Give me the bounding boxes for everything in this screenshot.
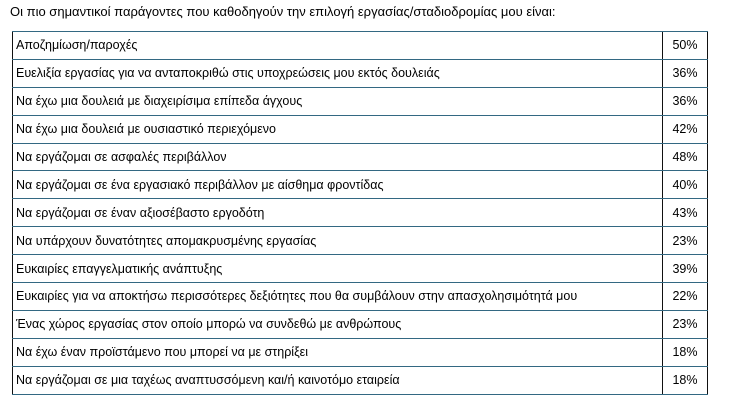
factor-label: Να έχω μια δουλειά με ουσιαστικό περιεχόμενο — [13, 115, 663, 143]
page-title: Οι πιο σημαντικοί παράγοντες που καθοδηγούν την επιλογή εργασίας/σταδιοδρομίας μου είναι: — [10, 4, 556, 19]
factor-value: 22% — [663, 283, 708, 311]
table-row — [13, 338, 708, 366]
factor-value: 23% — [663, 310, 708, 338]
factor-value: 18% — [663, 338, 708, 366]
factor-value: 18% — [663, 366, 708, 394]
factor-value: 40% — [663, 171, 708, 199]
factor-value: 42% — [663, 115, 708, 143]
factor-label: Αποζημίωση/παροχές — [13, 32, 663, 60]
table-row — [13, 115, 708, 143]
factor-label: Να εργάζομαι σε ένα εργασιακό περιβάλλον με αίσθημα φροντίδας — [13, 171, 663, 199]
factor-label: Να έχω μια δουλειά με διαχειρίσιμα επίπεδα άγχους — [13, 87, 663, 115]
factor-value: 48% — [663, 143, 708, 171]
factor-label: Να υπάρχουν δυνατότητες απομακρυσμένης εργασίας — [13, 227, 663, 255]
factors-table-body — [13, 32, 708, 395]
factors-table — [12, 31, 708, 395]
table-row — [13, 283, 708, 311]
table-row — [13, 32, 708, 60]
factor-label: Να εργάζομαι σε ασφαλές περιβάλλον — [13, 143, 663, 171]
factor-value: 36% — [663, 59, 708, 87]
table-row — [13, 59, 708, 87]
factor-label: Ευκαιρίες επαγγελματικής ανάπτυξης — [13, 255, 663, 283]
table-row — [13, 366, 708, 394]
factor-label: Να έχω έναν προϊστάμενο που μπορεί να με στηρίξει — [13, 338, 663, 366]
table-row — [13, 87, 708, 115]
factor-label: Ευελιξία εργασίας για να ανταποκριθώ στις υποχρεώσεις μου εκτός δουλειάς — [13, 59, 663, 87]
table-row — [13, 143, 708, 171]
factor-value: 39% — [663, 255, 708, 283]
table-row — [13, 310, 708, 338]
table-row — [13, 255, 708, 283]
factor-value: 50% — [663, 32, 708, 60]
factor-value: 36% — [663, 87, 708, 115]
factor-value: 43% — [663, 199, 708, 227]
table-row — [13, 171, 708, 199]
table-row — [13, 199, 708, 227]
factor-label: Ένας χώρος εργασίας στον οποίο μπορώ να συνδεθώ με ανθρώπους — [13, 310, 663, 338]
factor-label: Να εργάζομαι σε μια ταχέως αναπτυσσόμενη και/ή καινοτόμο εταιρεία — [13, 366, 663, 394]
factor-label: Να εργάζομαι σε έναν αξιοσέβαστο εργοδότη — [13, 199, 663, 227]
factor-value: 23% — [663, 227, 708, 255]
table-row — [13, 227, 708, 255]
factor-label: Ευκαιρίες για να αποκτήσω περισσότερες δεξιότητες που θα συμβάλουν στην απασχολησιμότητά μου — [13, 283, 663, 311]
